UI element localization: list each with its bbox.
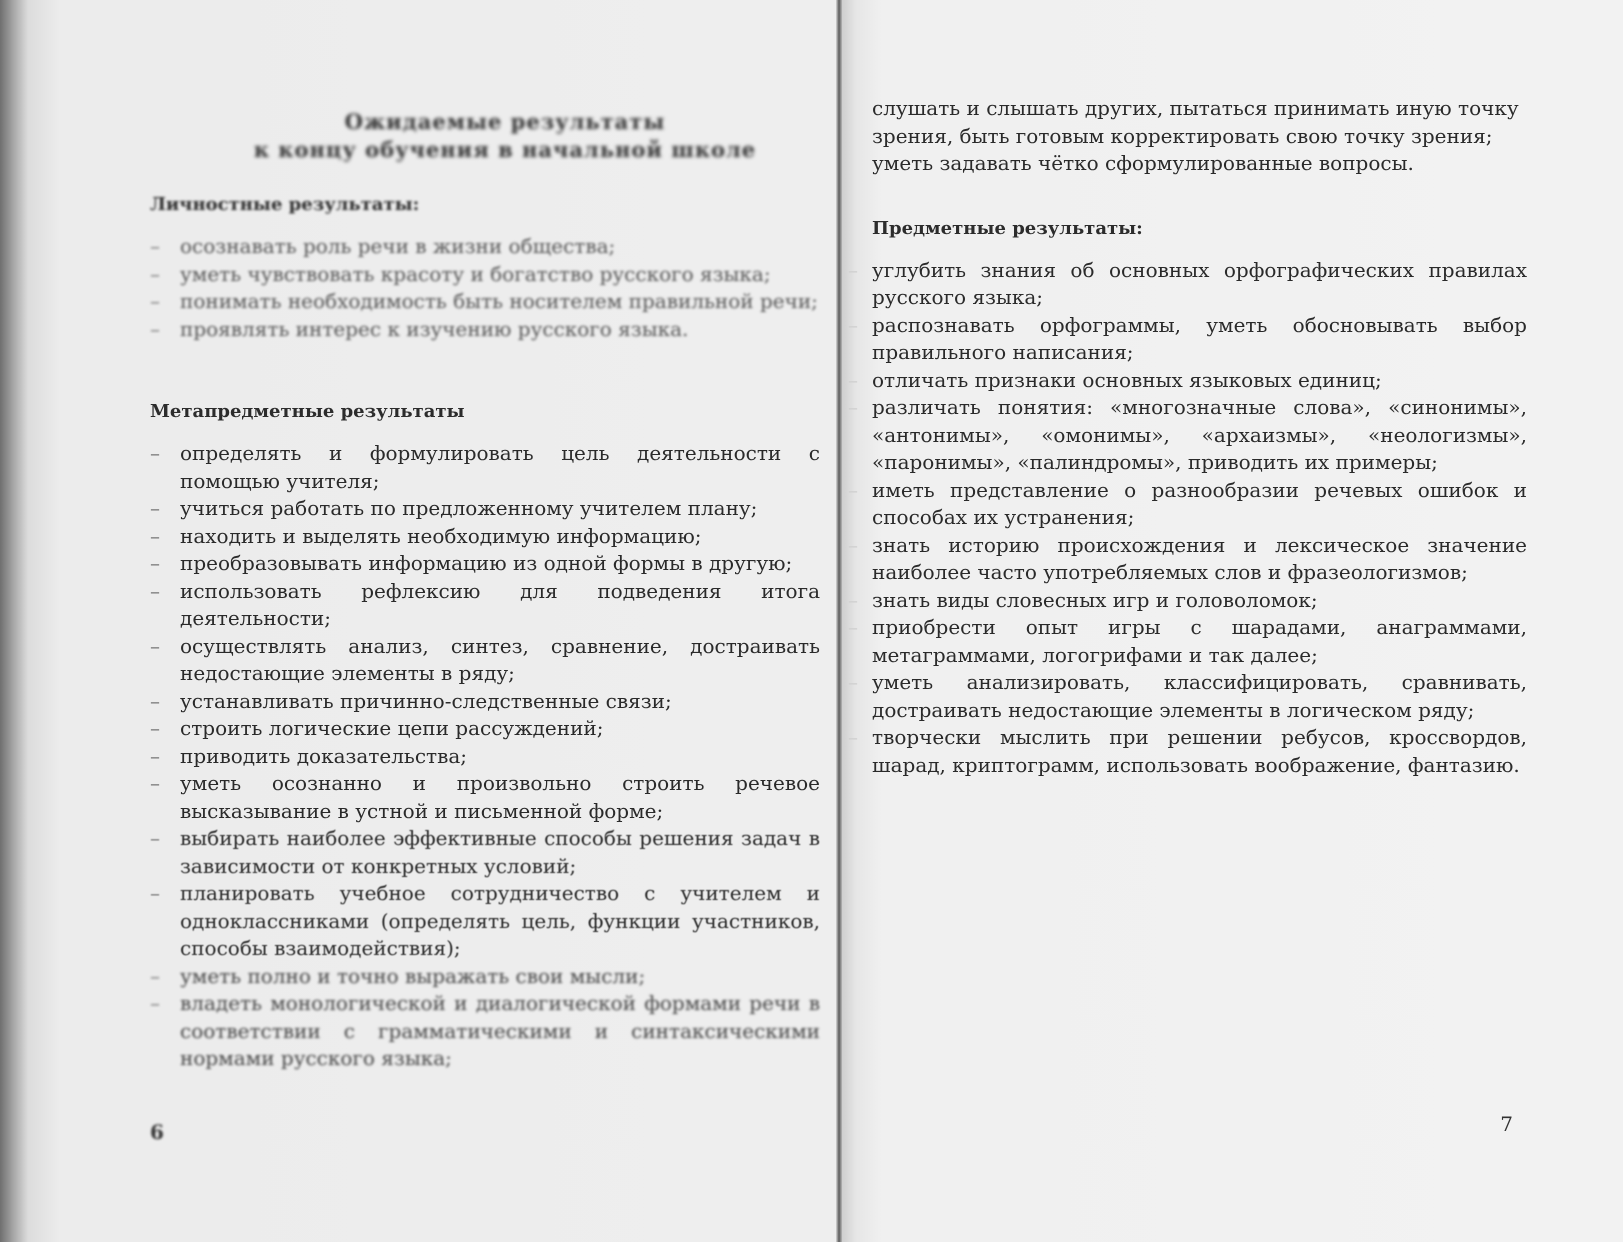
list-item: – преобразовывать информацию из одной формы в другую; — [150, 550, 820, 578]
list-item: – находить и выделять необходимую информацию; — [150, 523, 820, 551]
right-page-content — [872, 95, 1527, 779]
list-item: – иметь представление о разнообразии речевых ошибок и способах их устранения; — [872, 477, 1527, 532]
list-item: – знать историю происхождения и лексическое значение наиболее часто употребляемых слов и фразеологизмов; — [872, 532, 1527, 587]
list-item: – уметь чувствовать красоту и богатство русского языка; — [150, 261, 820, 289]
page-number-left: 6 — [150, 1120, 164, 1144]
list-item: – знать виды словесных игр и головоломок; — [872, 587, 1527, 615]
subject-results-heading: Предметные результаты: — [872, 217, 1143, 239]
list-item: – учиться работать по предложенному учителем плану; — [150, 495, 820, 523]
title-line-1: Ожидаемые результаты — [344, 109, 666, 134]
list-item: – устанавливать причинно-следственные связи; — [150, 688, 820, 716]
list-item: – углубить знания об основных орфографических правилах русского языка; — [872, 257, 1527, 312]
list-item: – осознавать роль речи в жизни общества; — [150, 233, 820, 261]
list-item: – осуществлять анализ, синтез, сравнение, достраивать недостающие элементы в ряду; — [150, 633, 820, 688]
list-item: – уметь анализировать, классифицировать, сравнивать, достраивать недостающие элементы в логическом ряду; — [872, 669, 1527, 724]
continued-line: слушать и слышать других, пытаться принимать иную точку зрения, быть готовым корректировать свою точку зрения; — [872, 96, 1519, 148]
list-item: – приводить доказательства; — [150, 743, 820, 771]
page-title — [190, 108, 820, 164]
left-page-content — [150, 108, 820, 1073]
list-item: – планировать учебное сотрудничество с учителем и одноклассниками (определять цель, функции участников, способы взаимодействия); — [150, 880, 820, 963]
list-item: – использовать рефлексию для подведения итога деятельности; — [150, 578, 820, 633]
meta-results-heading: Метапредметные результаты — [150, 401, 465, 422]
subject-results-list — [872, 257, 1527, 780]
list-item: – понимать необходимость быть носителем правильной речи; — [150, 288, 820, 316]
list-item: – различать понятия: «многозначные слова», «синонимы», «антонимы», «омонимы», «архаизмы», «неологизмы», «паронимы», «палиндромы», приводить их примеры; — [872, 394, 1527, 477]
list-item: – отличать признаки основных языковых единиц; — [872, 367, 1527, 395]
list-item: – владеть монологической и диалогической формами речи в соответствии с грамматическими и синтаксическими нормами русского языка; — [150, 990, 820, 1073]
title-line-2: к концу обучения в начальной школе — [253, 137, 757, 162]
list-item: – строить логические цепи рассуждений; — [150, 715, 820, 743]
meta-results-list — [150, 440, 820, 1073]
continued-line: уметь задавать чётко сформулированные вопросы. — [872, 151, 1414, 175]
right-page — [842, 0, 1623, 1242]
page-number-right: 7 — [1500, 1112, 1513, 1136]
list-item: – уметь полно и точно выражать свои мысли; — [150, 963, 820, 991]
list-item: – творчески мыслить при решении ребусов, кроссвордов, шарад, криптограмм, использовать воображение, фантазию. — [872, 724, 1527, 779]
list-item: – проявлять интерес к изучению русского языка. — [150, 316, 820, 344]
list-item: – приобрести опыт игры с шарадами, анаграммами, метаграммами, логогрифами и так далее; — [872, 614, 1527, 669]
list-item: – распознавать орфограммы, уметь обосновывать выбор правильного написания; — [872, 312, 1527, 367]
list-item: – определять и формулировать цель деятельности с помощью учителя; — [150, 440, 820, 495]
list-item: – выбирать наиболее эффективные способы решения задач в зависимости от конкретных условий; — [150, 825, 820, 880]
personal-results-heading: Личностные результаты: — [150, 194, 420, 215]
personal-results-list — [150, 233, 820, 343]
list-item: – уметь осознанно и произвольно строить речевое высказывание в устной и письменной форме; — [150, 770, 820, 825]
